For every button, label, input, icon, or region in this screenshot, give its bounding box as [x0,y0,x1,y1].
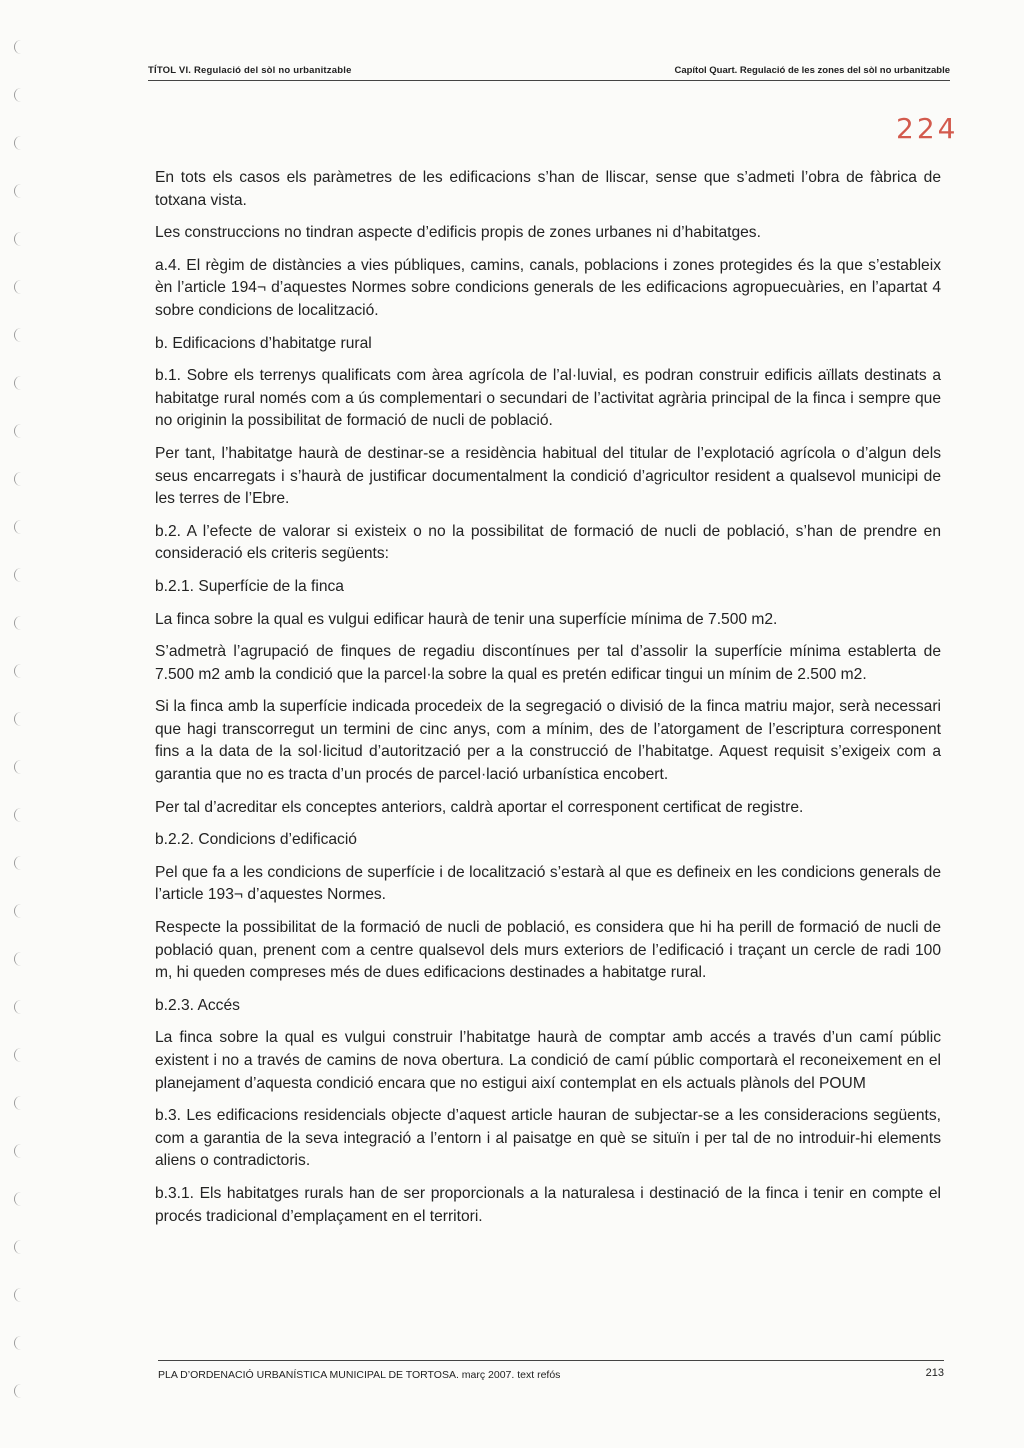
page-number: 213 [925,1367,944,1379]
section-heading: b. Edificacions d’habitatge rural [155,334,372,352]
paragraph: En tots els casos els paràmetres de les edificacions s’han de lliscar, sense que s’admeti l’obra de fàbrica de totxana vista. [155,169,941,209]
paragraph: Les construccions no tindran aspecte d’edificis propis de zones urbanes ni d’habitatges. [155,224,761,242]
paragraph: Respecte la possibilitat de la formació de nucli de població, es considera que hi ha perill de formació de nucli de població quan, prenent com a centre qualsevol dels murs exteriors de l’edificació i traçant un cercle de radi 100 m, hi queden compreses més de dues edificacions destinades a habitatge rural. [155,919,941,982]
paragraph: b.2. A l’efecte de valorar si existeix o no la possibilitat de formació de nucli de població, s’han de prendre en consideració els criteris següents: [155,522,941,563]
section-heading: b.2.1. Superfície de la finca [155,577,344,595]
header-title-right: Capítol Quart. Regulació de les zones del sòl no urbanitzable [674,65,950,76]
paragraph: b.3.1. Els habitatges rurals han de ser proporcionals a la naturalesa i destinació de la finca i tenir en compte el procés tradicional d’emplaçament en el territori. [155,1184,941,1225]
paragraph: La finca sobre la qual es vulgui edificar haurà de tenir una superfície mínima de 7.500 m2. [155,610,778,628]
paragraph: Per tant, l’habitatge haurà de destinar-se a residència habitual del titular de l’explotació agrícola o d’algun dels seus encarregats i s’haurà de justificar documentalment la condició d’agricultor resident a qualsevol municipi de les terres de l’Ebre. [155,444,941,508]
paragraph: S’admetrà l’agrupació de finques de regadiu discontínues per tal d’assolir la superfície mínima establerta de 7.500 m2 amb la condició que la parcel·la sobre la qual es pretén edificar tingui un mínim de 2.500 m2. [155,643,941,683]
paragraph: Pel que fa a les condicions de superfície i de localització s’estarà al que es defineix en les condicions generals de l’article 193¬ d’aquestes Normes. [155,863,941,904]
body-text [155,167,941,1238]
paragraph: Per tal d’acreditar els conceptes anteriors, caldrà aportar el corresponent certificat de registre. [155,798,804,816]
paragraph: La finca sobre la qual es vulgui construir l’habitatge haurà de comptar amb accés a través d’un camí públic existent i no a través de camins de nova obertura. La condició de camí públic comportarà el reconeixement en el planejament d’aquesta condició encara que no estigui així contemplat en els actuals plànols del POUM [155,1029,941,1092]
footer-title: PLA D’ORDENACIÓ URBANÍSTICA MUNICIPAL DE TORTOSA. març 2007. text refós [158,1369,561,1381]
page-footer [158,1360,944,1381]
paragraph: a.4. El règim de distàncies a vies públiques, camins, canals, poblacions i zones protegides és la que s’estableix èn l’article 194¬ d’aquestes Normes sobre condicions generals de les edificacions agropuecuàries, en l’apartat 4 sobre condicions de localització. [155,256,941,319]
binder-holes [14,20,28,1428]
section-heading: b.2.3. Accés [155,996,240,1014]
header-title-left: TÍTOL VI. Regulació del sòl no urbanitzable [148,65,352,76]
paragraph: Si la finca amb la superfície indicada procedeix de la segregació o divisió de la finca matriu major, serà necessari que hagi transcorregut un termini de cinc anys, com a mínim, des de l’atorgament de l’escriptura corresponent fins a la data de la sol·licitud d’autorització per a la construcció de l’habitatge. Aquest requisit s’exigeix com a garantia que no es tracta d’un procés de parcel·lació urbanística encobert. [155,698,941,784]
stamp-number: 224 [896,112,959,145]
page-header [148,62,950,81]
paragraph: b.3. Les edificacions residencials objecte d’aquest article hauran de subjectar-se a les consideracions següents, com a garantia de la seva integració a l’entorn i al paisatge en què se situïn i per tal de no introduir-hi elements aliens o contradictoris. [155,1107,941,1170]
paragraph: b.1. Sobre els terrenys qualificats com àrea agrícola de l’al·luvial, es podran construir edificis aïllats destinats a habitatge rural només com a ús complementari o secundari de l’activitat agrària principal de la finca i sempre que no originin la possibilitat de formació de nucli de població. [155,367,941,430]
section-heading: b.2.2. Condicions d’edificació [155,831,357,849]
